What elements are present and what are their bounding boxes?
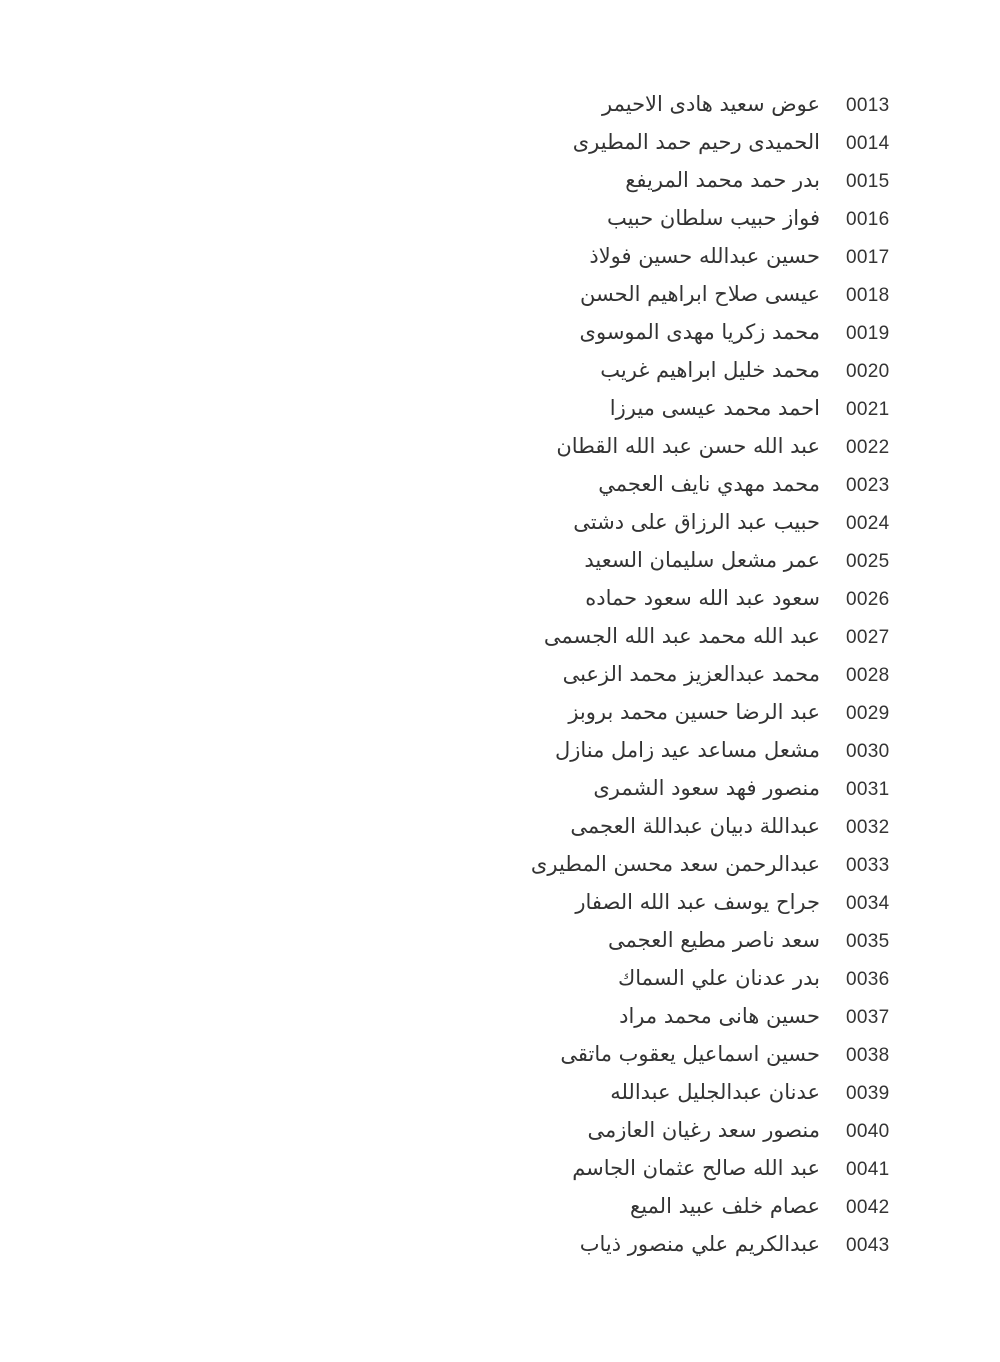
list-item: [0, 771, 1000, 809]
list-item: [0, 923, 1000, 961]
entry-name: عبداللة دبيان عبداللة العجمى: [570, 814, 820, 838]
entry-name: عبد الله محمد عبد الله الجسمى: [543, 624, 820, 648]
entry-code: 0020: [846, 361, 890, 382]
entry-name: حسين هانى محمد مراد: [619, 1004, 820, 1028]
list-item: [0, 429, 1000, 467]
list-item: [0, 315, 1000, 353]
entry-name: عوض سعيد هادى الاحيمر: [602, 92, 820, 116]
list-item: [0, 733, 1000, 771]
entry-name: عبد الله صالح عثمان الجاسم: [572, 1156, 820, 1180]
entry-name: محمد زكريا مهدى الموسوى: [579, 320, 820, 344]
entry-name: منصور فهد سعود الشمرى: [593, 776, 820, 800]
entry-name: محمد عبدالعزيز محمد الزعبى: [562, 662, 820, 686]
entry-code: 0019: [846, 323, 890, 344]
list-item: [0, 505, 1000, 543]
entry-code: 0036: [846, 969, 890, 990]
entry-name: مشعل مساعد عيد زامل منازل: [554, 738, 820, 762]
entry-code: 0034: [846, 893, 890, 914]
entry-code: 0014: [846, 133, 890, 154]
list-item: [0, 695, 1000, 733]
entry-name: الحميدى رحيم حمد المطيرى: [572, 130, 820, 154]
entry-code: 0041: [846, 1159, 890, 1180]
entry-code: 0043: [846, 1235, 890, 1256]
entry-name: جراح يوسف عبد الله الصفار: [575, 890, 820, 914]
entry-code: 0021: [846, 399, 890, 420]
list-item: [0, 1075, 1000, 1113]
entry-name: حبيب عبد الرزاق على دشتى: [573, 510, 820, 534]
entry-name: محمد مهدي نايف العجمي: [598, 472, 820, 496]
entry-name: احمد محمد عيسى ميرزا: [609, 396, 820, 420]
entry-name: حسين اسماعيل يعقوب ماتقى: [560, 1042, 820, 1066]
list-item: [0, 999, 1000, 1037]
entry-code: 0015: [846, 171, 890, 192]
list-item: [0, 809, 1000, 847]
entry-name: فواز حبيب سلطان حبيب: [606, 206, 820, 230]
list-item: [0, 391, 1000, 429]
entry-code: 0028: [846, 665, 890, 686]
entry-name: عمر مشعل سليمان السعيد: [584, 548, 820, 572]
entry-code: 0025: [846, 551, 890, 572]
list-item: [0, 163, 1000, 201]
list-item: [0, 1189, 1000, 1227]
entry-code: 0016: [846, 209, 890, 230]
entry-code: 0038: [846, 1045, 890, 1066]
list-item: [0, 961, 1000, 999]
list-item: [0, 657, 1000, 695]
entry-name: بدر حمد محمد المريفع: [625, 168, 820, 192]
entry-name: منصور سعد رغيان العازمى: [587, 1118, 820, 1142]
list-item: [0, 467, 1000, 505]
entry-name: حسين عبدالله حسين فولاذ: [589, 244, 820, 268]
entry-code: 0029: [846, 703, 890, 724]
entry-code: 0037: [846, 1007, 890, 1028]
list-item: [0, 543, 1000, 581]
entry-code: 0026: [846, 589, 890, 610]
list-item: [0, 277, 1000, 315]
list-item: [0, 239, 1000, 277]
entry-code: 0039: [846, 1083, 890, 1104]
entry-name: عصام خلف عبيد الميع: [630, 1194, 820, 1218]
entry-name: عبد الرضا حسين محمد بروبز: [568, 700, 820, 724]
entry-code: 0018: [846, 285, 890, 306]
list-item: [0, 847, 1000, 885]
entry-code: 0040: [846, 1121, 890, 1142]
entry-name: عبدالكريم علي منصور ذياب: [579, 1232, 820, 1256]
entry-code: 0033: [846, 855, 890, 876]
list-item: [0, 353, 1000, 391]
entry-code: 0042: [846, 1197, 890, 1218]
name-list: [0, 87, 1000, 1265]
list-item: [0, 87, 1000, 125]
entry-code: 0031: [846, 779, 890, 800]
entry-code: 0013: [846, 95, 890, 116]
entry-name: عبد الله حسن عبد الله القطان: [556, 434, 820, 458]
list-item: [0, 619, 1000, 657]
entry-code: 0022: [846, 437, 890, 458]
entry-name: عبدالرحمن سعد محسن المطيرى: [530, 852, 820, 876]
entry-code: 0030: [846, 741, 890, 762]
list-item: [0, 1151, 1000, 1189]
list-item: [0, 1113, 1000, 1151]
list-item: [0, 1037, 1000, 1075]
entry-code: 0023: [846, 475, 890, 496]
list-item: [0, 201, 1000, 239]
entry-name: محمد خليل ابراهيم غريب: [600, 358, 820, 382]
entry-code: 0024: [846, 513, 890, 534]
list-item: [0, 1227, 1000, 1265]
list-item: [0, 885, 1000, 923]
entry-code: 0035: [846, 931, 890, 952]
entry-name: عدنان عبدالجليل عبدالله: [610, 1080, 820, 1104]
entry-code: 0032: [846, 817, 890, 838]
entry-name: بدر عدنان علي السماك: [617, 966, 820, 990]
list-item: [0, 581, 1000, 619]
entry-name: عيسى صلاح ابراهيم الحسن: [579, 282, 820, 306]
entry-code: 0017: [846, 247, 890, 268]
entry-name: سعود عبد الله سعود حماده: [585, 586, 820, 610]
entry-name: سعد ناصر مطيع العجمى: [608, 928, 820, 952]
entry-code: 0027: [846, 627, 890, 648]
list-item: [0, 125, 1000, 163]
